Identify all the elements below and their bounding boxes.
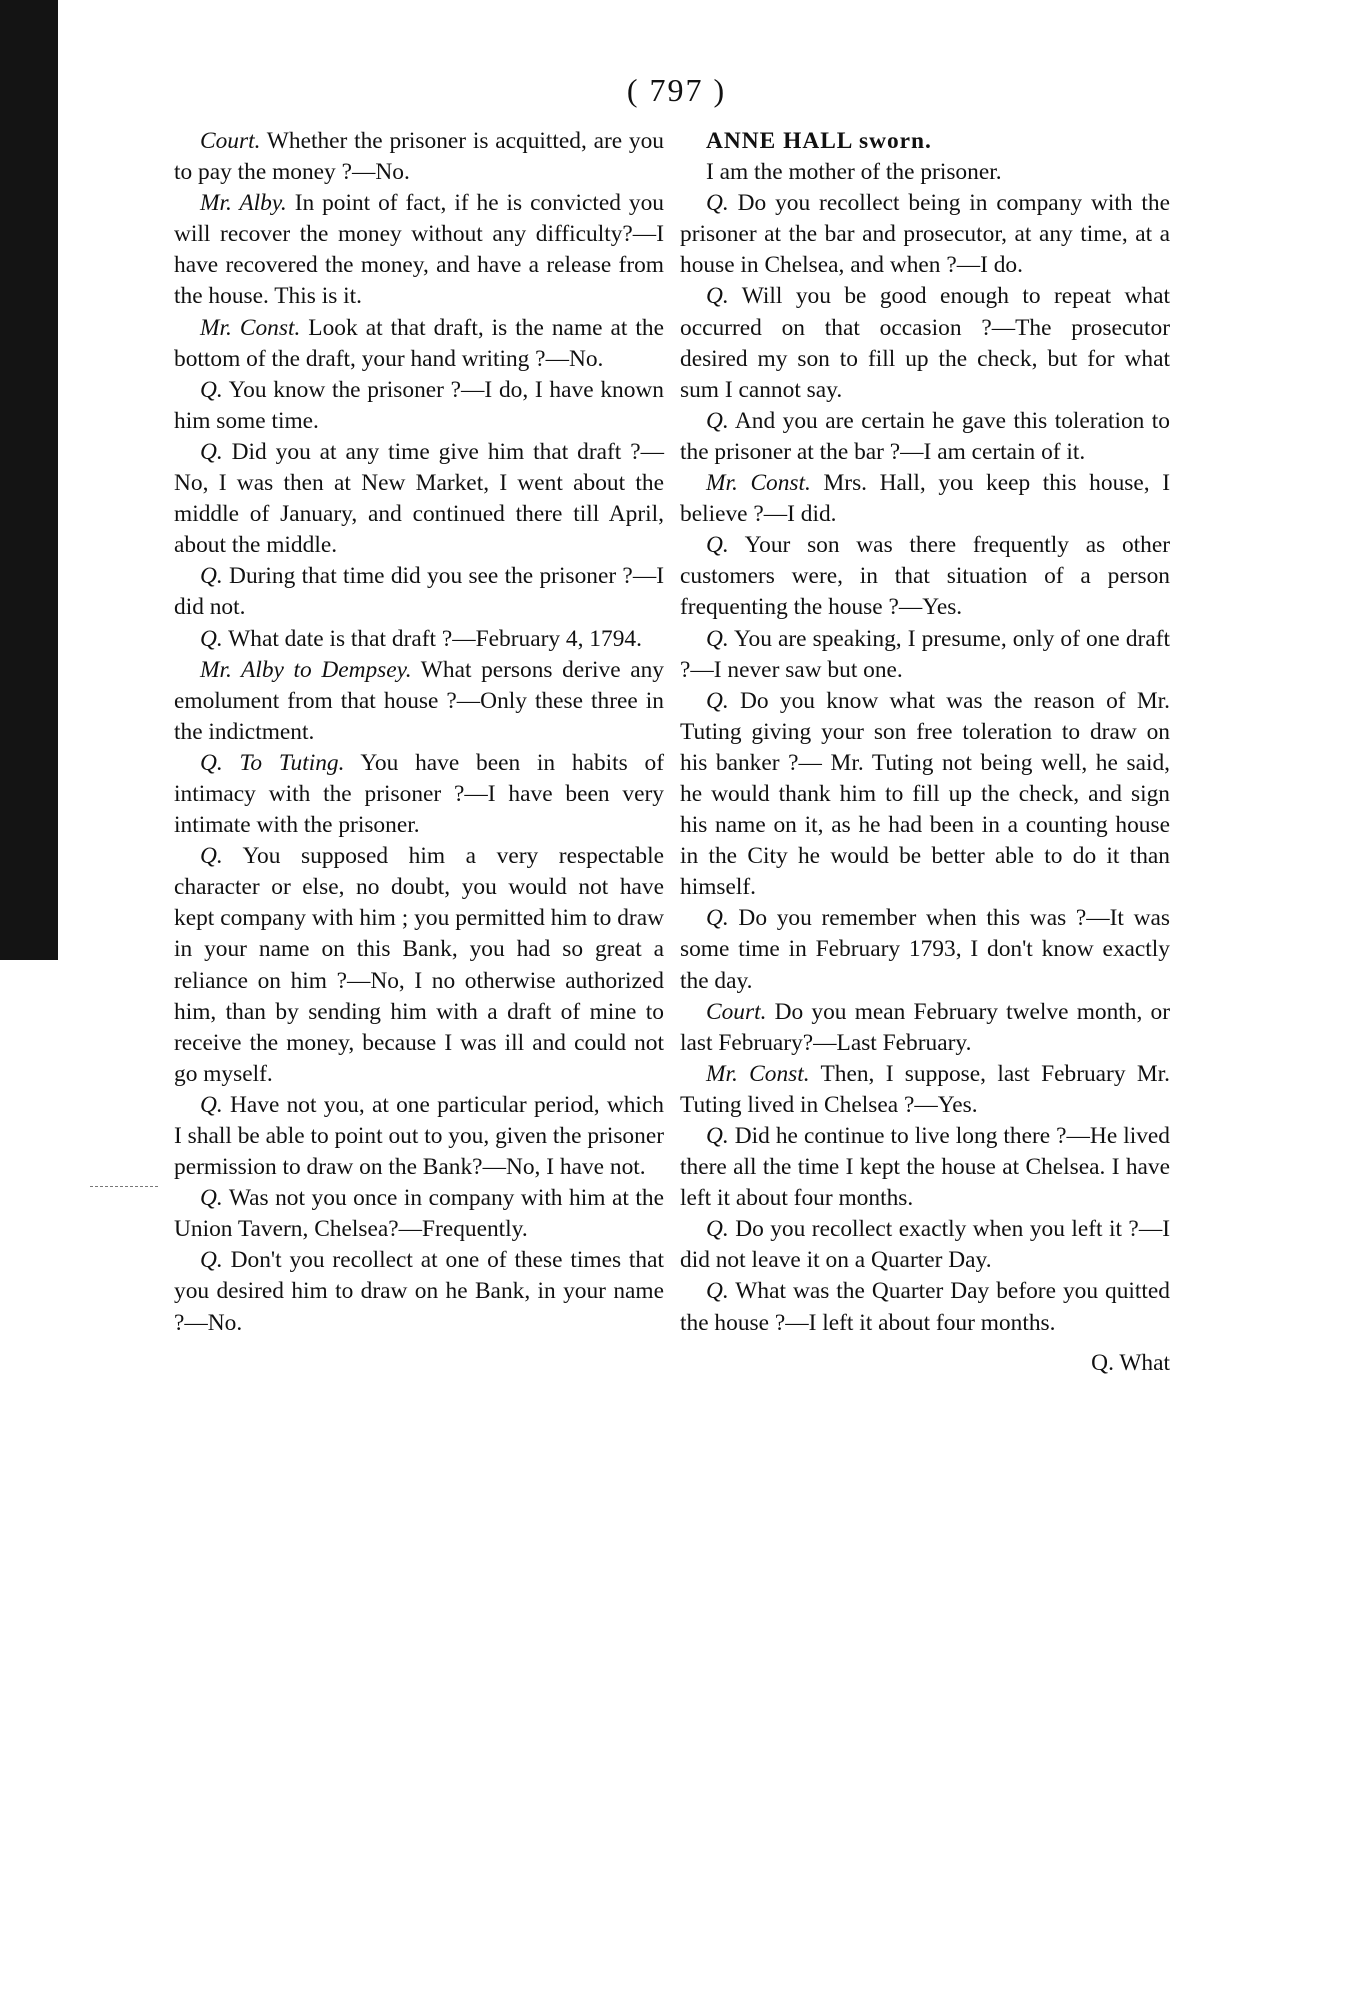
paragraph-text: You know the prisoner ?—I do, I have known him some time. (174, 376, 664, 434)
paragraph-text: Don't you recollect at one of these times that you desired him to draw on he Bank, in your name ?—No. (174, 1247, 664, 1336)
speaker-label: Mr. Alby to Dempsey. (200, 656, 412, 683)
speaker-label: Q. (200, 376, 223, 403)
paragraph-text: Do you mean February twelve month, or last February?—Last February. (680, 998, 1170, 1056)
left-column (174, 126, 664, 1339)
paragraph-text: Did he continue to live long there ?—He lived there all the time I kept the house at Chelsea. I have left it about four months. (680, 1123, 1170, 1212)
speaker-label: Q. (200, 843, 223, 870)
testimony-paragraph (680, 1276, 1170, 1338)
testimony-paragraph (680, 624, 1170, 686)
testimony-paragraph (174, 375, 664, 437)
paragraph-text: Do you remember when this was ?—It was some time in February 1793, I don't know exactly the day. (680, 905, 1170, 994)
testimony-paragraph (680, 903, 1170, 996)
paragraph-text: You supposed him a very respectable character or else, no doubt, you would not have kept company with him ; you permitted him to draw in your name on this Bank, you had so great a reliance on him ?—No, I no otherwise authorized him, than by sending him with a draft of mine to receive the money, because I was ill and could not go myself. (174, 843, 664, 1087)
speaker-label: Q. (706, 532, 729, 559)
paragraph-text: What date is that draft ?—February 4, 1794. (222, 625, 642, 652)
speaker-label: Q. (200, 438, 223, 465)
paragraph-text: What was the Quarter Day before you quitted the house ?—I left it about four months. (680, 1278, 1170, 1336)
testimony-paragraph (680, 1121, 1170, 1214)
paragraph-text: Then, I suppose, last February Mr. Tuting lived in Chelsea ?—Yes. (680, 1060, 1170, 1118)
testimony-paragraph (174, 188, 664, 312)
testimony-paragraph (680, 157, 1170, 188)
paragraph-text: Your son was there frequently as other customers were, in that situation of a person frequenting the house ?—Yes. (680, 532, 1170, 621)
paragraph-text: Do you recollect exactly when you left it ?—I did not leave it on a Quarter Day. (680, 1216, 1170, 1274)
speaker-label: Q. (706, 625, 729, 652)
speaker-label: Q. (706, 1216, 729, 1243)
page-edge-shadow (0, 0, 58, 960)
margin-mark (90, 1186, 158, 1187)
speaker-label: Q. (706, 190, 729, 217)
testimony-paragraph (174, 561, 664, 623)
testimony-paragraph (680, 1059, 1170, 1121)
speaker-label: Mr. Const. (706, 1060, 810, 1087)
paragraph-text: Do you recollect being in company with the prisoner at the bar and prosecutor, at any time, at a house in Chelsea, and when ?—I do. (680, 190, 1170, 279)
speaker-label: Q. (200, 563, 223, 590)
paragraph-text: Whether the prisoner is acquitted, are you to pay the money ?—No. (174, 128, 664, 186)
testimony-paragraph (174, 624, 664, 655)
testimony-paragraph (680, 188, 1170, 281)
paragraph-text: Have not you, at one particular period, which I shall be able to point out to you, given the prisoner permission to draw on the Bank?—No, I have not. (174, 1091, 664, 1181)
speaker-label: Q. (706, 905, 729, 932)
paragraph-text: And you are certain he gave this toleration to the prisoner at the bar ?—I am certain of it. (680, 407, 1170, 465)
testimony-paragraph (680, 406, 1170, 468)
paragraph-text: What persons derive any emolument from that house ?—Only these three in the indictment. (174, 656, 664, 745)
testimony-paragraph (680, 686, 1170, 904)
testimony-paragraph (174, 437, 664, 561)
speaker-label: Mr. Alby. (200, 190, 287, 217)
paragraph-text: Do you know what was the reason of Mr. Tuting giving your son free toleration to draw on his banker ?— Mr. Tuting not being well, he said, he would thank him to fill up the check, and sign his name on it, as he had been in a counting house in the City he would be better able to do it than himself. (680, 687, 1170, 901)
paragraph-text: Was not you once in company with him at the Union Tavern, Chelsea?—Frequently. (174, 1185, 664, 1243)
paragraph-text: I am the mother of the prisoner. (706, 159, 1002, 186)
testimony-paragraph (174, 1090, 664, 1183)
testimony-paragraph (174, 313, 664, 375)
testimony-paragraph (174, 748, 664, 841)
speaker-label: Mr. Const. (200, 314, 301, 341)
testimony-paragraph (680, 468, 1170, 530)
paragraph-text: Will you be good enough to repeat what occurred on that occasion ?—The prosecutor desired my son to fill up the check, but for what sum I cannot say. (680, 283, 1170, 403)
speaker-label: Q. (200, 1091, 223, 1118)
witness-heading: ANNE HALL sworn. (706, 128, 932, 154)
speaker-label: Q. (706, 407, 729, 434)
paragraph-text: Did you at any time give him that draft ?—No, I was then at New Market, I went about the middle of January, and continued there till April, about the middle. (174, 438, 664, 559)
speaker-label: Court. (706, 998, 767, 1025)
testimony-paragraph (680, 1214, 1170, 1276)
testimony-paragraph (174, 1183, 664, 1245)
speaker-label: Q. (200, 1247, 223, 1274)
speaker-label: Court. (200, 128, 261, 154)
page-number: ( 797 ) (626, 72, 727, 108)
speaker-label: Q. (706, 283, 729, 310)
testimony-paragraph (174, 655, 664, 748)
speaker-label: Q. (706, 1123, 729, 1149)
right-column (680, 126, 1170, 1376)
testimony-paragraph (174, 841, 664, 1090)
speaker-label: Q. To Tuting. (200, 749, 345, 776)
paragraph-text: Mrs. Hall, you keep this house, I believe ?—I did. (680, 470, 1170, 528)
paragraph-text: You are speaking, I presume, only of one draft ?—I never saw but one. (680, 625, 1170, 683)
speaker-label: Q. (200, 625, 223, 652)
testimony-paragraph (174, 1245, 664, 1338)
speaker-label: Q. (706, 687, 729, 714)
paragraph-text: During that time did you see the prisoner ?—I did not. (174, 563, 664, 621)
speaker-label: Mr. Const. (706, 470, 811, 497)
paragraph-text: In point of fact, if he is convicted you will recover the money without any difficulty?—I have recovered the money, and have a release from the house. This is it. (174, 190, 664, 310)
catchword: Q. What (1091, 1349, 1170, 1376)
testimony-paragraph (680, 997, 1170, 1059)
paragraph-text: You have been in habits of intimacy with the prisoner ?—I have been very intimate with the prisoner. (174, 749, 664, 839)
testimony-paragraph (680, 530, 1170, 623)
paragraph-text: Look at that draft, is the name at the bottom of the draft, your hand writing ?—No. (174, 314, 664, 372)
testimony-paragraph (174, 126, 664, 188)
right-column-body (680, 157, 1170, 1339)
speaker-label: Q. (200, 1185, 223, 1212)
testimony-paragraph (680, 281, 1170, 405)
speaker-label: Q. (706, 1278, 729, 1305)
